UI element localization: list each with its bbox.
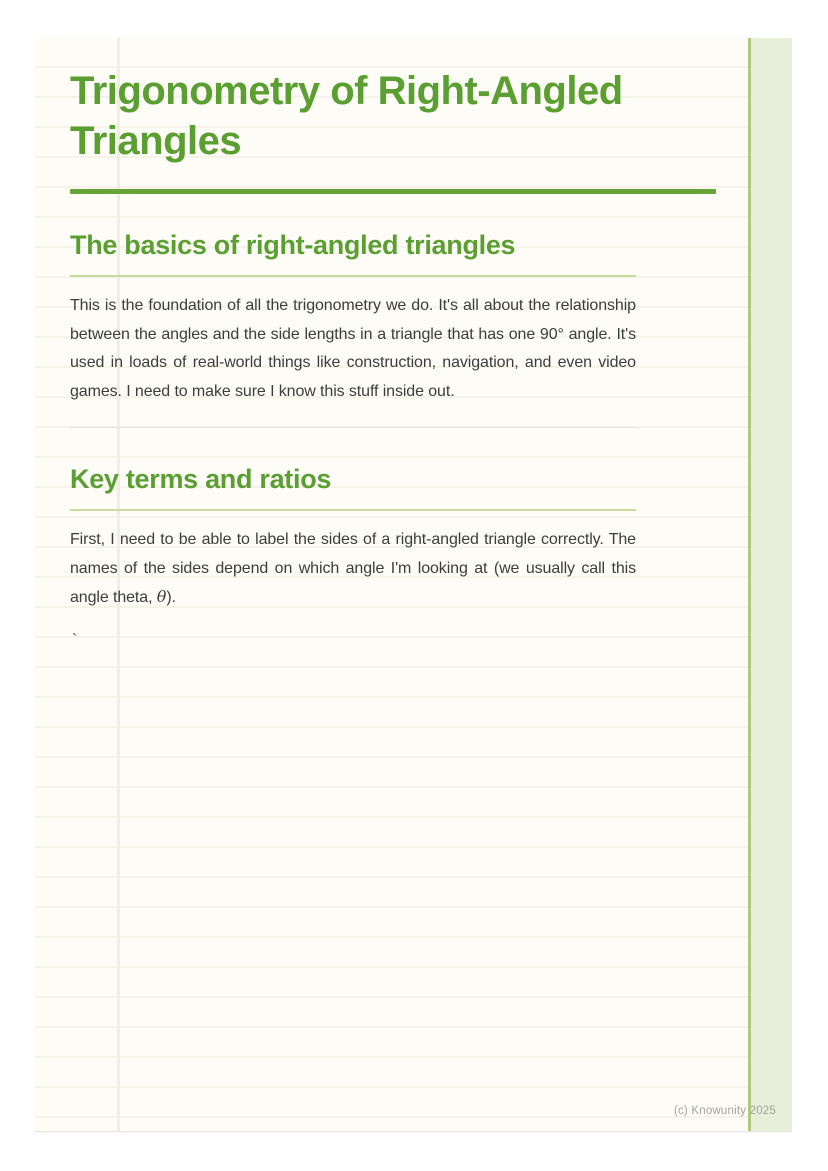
paragraph-key-terms xyxy=(70,526,636,613)
paragraph-basics: This is the foundation of all the trigonometry we do. It's all about the relationship between the angles and the side lengths in a triangle that has one 90° angle. It's used in loads of real-world things like construction, navigation, and even video games. I need to make sure I know this stuff inside out. xyxy=(70,297,636,400)
page-title: Trigonometry of Right-Angled Triangles xyxy=(70,69,623,163)
trailing-backtick: ` xyxy=(72,631,78,649)
footer-credit: (c) Knowunity 2025 xyxy=(673,1105,776,1117)
paragraph-key-terms-close: ). xyxy=(166,589,176,606)
section-divider xyxy=(70,427,638,428)
paragraph-key-terms-text: First, I need to be able to label the sides of a right-angled triangle correctly. The names of the sides depend on which angle I'm looking at (we usually call this angle theta, xyxy=(70,531,636,606)
section-heading-basics: The basics of right-angled triangles xyxy=(70,230,516,260)
note-page xyxy=(35,38,792,1132)
section-key-terms xyxy=(70,464,636,653)
title-rule xyxy=(70,189,716,194)
theta-symbol: θ xyxy=(156,587,167,606)
right-green-stripe xyxy=(748,38,792,1131)
section-basics xyxy=(70,230,636,428)
heading-underline xyxy=(70,275,636,277)
section-heading-key-terms: Key terms and ratios xyxy=(70,464,332,494)
page-content xyxy=(70,38,718,653)
heading-underline xyxy=(70,509,636,511)
